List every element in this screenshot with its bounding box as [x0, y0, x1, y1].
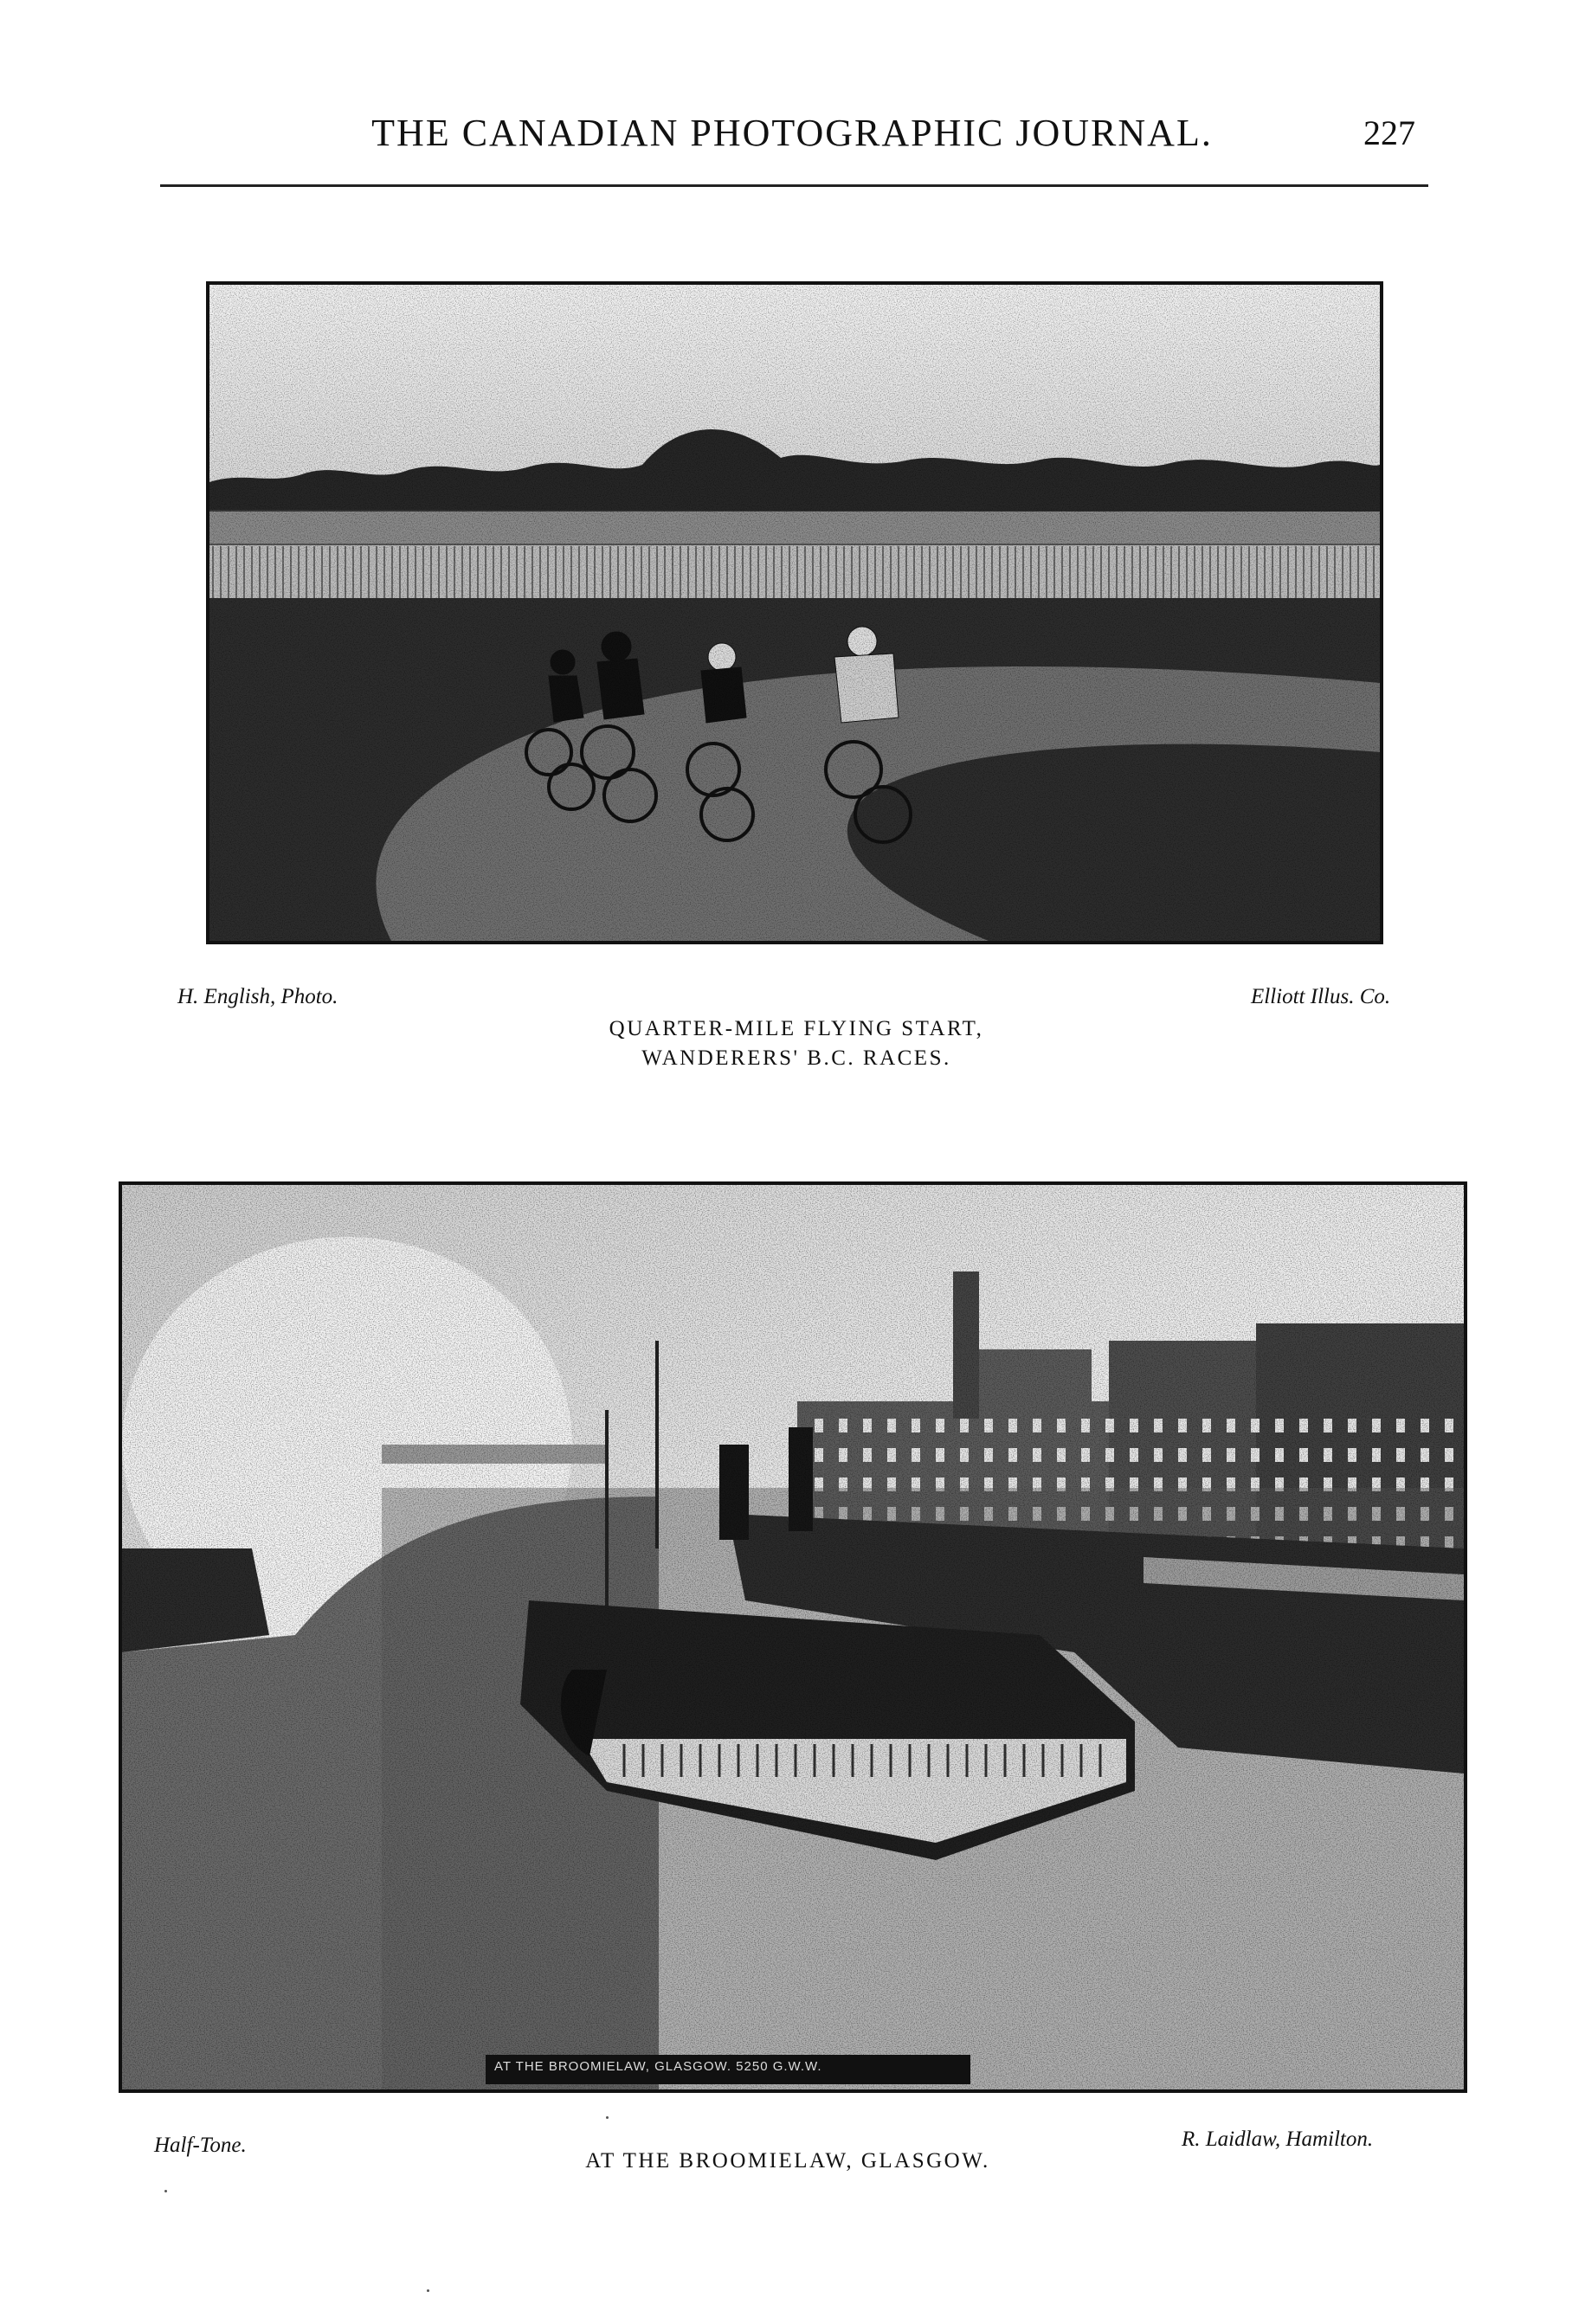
paper-speck: [164, 2190, 167, 2192]
photo-bicycle-race: [206, 281, 1383, 944]
header-rule: [160, 184, 1428, 187]
paper-speck: [427, 2289, 429, 2292]
broomielaw-halftone: [122, 1185, 1464, 2089]
process-credit-left-2: Half-Tone.: [154, 2134, 247, 2157]
caption-line: QUARTER-MILE FLYING START,: [609, 1017, 984, 1040]
caption-plate-2: [485, 2147, 1091, 2176]
caption-line: WANDERERS' B.C. RACES.: [641, 1046, 951, 1070]
bicycle-race-halftone: [209, 285, 1380, 941]
engraver-credit-right-1: Elliott Illus. Co.: [1251, 985, 1391, 1008]
caption-line: AT THE BROOMIELAW, GLASGOW.: [585, 2149, 990, 2173]
photo-credit-left-1: H. English, Photo.: [177, 985, 338, 1008]
paper-speck: [606, 2116, 609, 2119]
page-number: 227: [1363, 113, 1415, 152]
photo-broomielaw-glasgow: [119, 1181, 1467, 2093]
plate-inscription: AT THE BROOMIELAW, GLASGOW. 5250 G.W.W.: [494, 2059, 822, 2074]
caption-plate-1: [524, 1014, 1069, 1073]
engraver-credit-right-2: R. Laidlaw, Hamilton.: [1182, 2128, 1374, 2151]
running-head: THE CANADIAN PHOTOGRAPHIC JOURNAL.: [371, 112, 1213, 154]
